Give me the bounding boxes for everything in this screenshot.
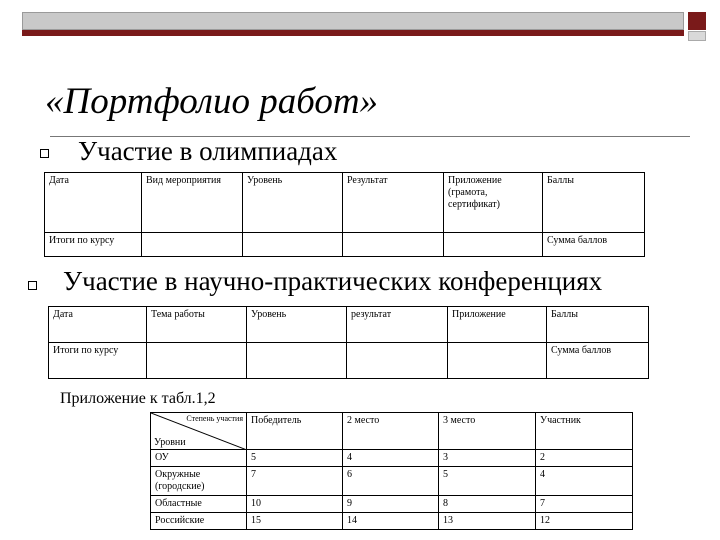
olympiads-table bbox=[44, 172, 645, 257]
top-bar-red bbox=[22, 30, 684, 36]
value-cell: 6 bbox=[343, 467, 439, 496]
header-cell: Баллы bbox=[547, 307, 649, 343]
header-cell: Результат bbox=[343, 173, 444, 233]
sum-label: Сумма баллов bbox=[547, 343, 649, 379]
level-cell: Областные bbox=[151, 496, 247, 513]
top-decoration bbox=[22, 12, 702, 34]
header-cell: Дата bbox=[49, 307, 147, 343]
top-bar-grey bbox=[22, 12, 684, 30]
header-cell: Баллы bbox=[543, 173, 645, 233]
level-cell: Окружные (городские) bbox=[151, 467, 247, 496]
value-cell: 3 bbox=[439, 450, 536, 467]
corner-cell bbox=[151, 413, 247, 450]
corner-top-label: Степень участия bbox=[186, 414, 243, 423]
value-cell: 8 bbox=[439, 496, 536, 513]
page-title: «Портфолио работ» bbox=[45, 81, 379, 122]
value-cell: 12 bbox=[536, 513, 633, 530]
olympiads-heading: Участие в олимпиадах bbox=[78, 136, 338, 166]
table-cell bbox=[147, 343, 247, 379]
table-cell bbox=[142, 233, 243, 257]
value-cell: 4 bbox=[343, 450, 439, 467]
header-cell: Вид мероприятия bbox=[142, 173, 243, 233]
header-cell: Приложение bbox=[448, 307, 547, 343]
table-header-row bbox=[45, 173, 645, 233]
bullet-square-icon bbox=[28, 281, 37, 290]
level-cell: Российские bbox=[151, 513, 247, 530]
table-cell bbox=[347, 343, 448, 379]
table-header-row bbox=[151, 413, 633, 450]
value-cell: 14 bbox=[343, 513, 439, 530]
table-row bbox=[151, 496, 633, 513]
appendix-table bbox=[150, 412, 633, 530]
header-cell: 3 место bbox=[439, 413, 536, 450]
table-cell bbox=[448, 343, 547, 379]
value-cell: 7 bbox=[536, 496, 633, 513]
value-cell: 10 bbox=[247, 496, 343, 513]
table-cell bbox=[243, 233, 343, 257]
value-cell: 13 bbox=[439, 513, 536, 530]
table-total-row bbox=[45, 233, 645, 257]
corner-bottom-label: Уровни bbox=[154, 437, 186, 448]
header-cell: Тема работы bbox=[147, 307, 247, 343]
header-cell: Уровень bbox=[243, 173, 343, 233]
header-cell: Дата bbox=[45, 173, 142, 233]
table-total-row bbox=[49, 343, 649, 379]
header-cell: Приложение (грамота, сертификат) bbox=[444, 173, 543, 233]
table-header-row bbox=[49, 307, 649, 343]
table-cell bbox=[343, 233, 444, 257]
table-row bbox=[151, 513, 633, 530]
corner-square-dark bbox=[688, 12, 706, 30]
total-label: Итоги по курсу bbox=[49, 343, 147, 379]
value-cell: 5 bbox=[247, 450, 343, 467]
header-cell: Участник bbox=[536, 413, 633, 450]
table-row bbox=[151, 450, 633, 467]
conferences-table bbox=[48, 306, 649, 379]
value-cell: 2 bbox=[536, 450, 633, 467]
header-cell: Уровень bbox=[247, 307, 347, 343]
conferences-heading: Участие в научно-практических конференциях bbox=[63, 266, 603, 296]
bullet-square-icon bbox=[40, 149, 49, 158]
table-cell bbox=[247, 343, 347, 379]
table-row bbox=[151, 467, 633, 496]
header-cell: Победитель bbox=[247, 413, 343, 450]
corner-square-light bbox=[688, 31, 706, 41]
value-cell: 15 bbox=[247, 513, 343, 530]
value-cell: 5 bbox=[439, 467, 536, 496]
header-cell: 2 место bbox=[343, 413, 439, 450]
value-cell: 9 bbox=[343, 496, 439, 513]
total-label: Итоги по курсу bbox=[45, 233, 142, 257]
value-cell: 4 bbox=[536, 467, 633, 496]
level-cell: ОУ bbox=[151, 450, 247, 467]
sum-label: Сумма баллов bbox=[543, 233, 645, 257]
header-cell: результат bbox=[347, 307, 448, 343]
appendix-caption: Приложение к табл.1,2 bbox=[60, 390, 216, 407]
table-cell bbox=[444, 233, 543, 257]
value-cell: 7 bbox=[247, 467, 343, 496]
